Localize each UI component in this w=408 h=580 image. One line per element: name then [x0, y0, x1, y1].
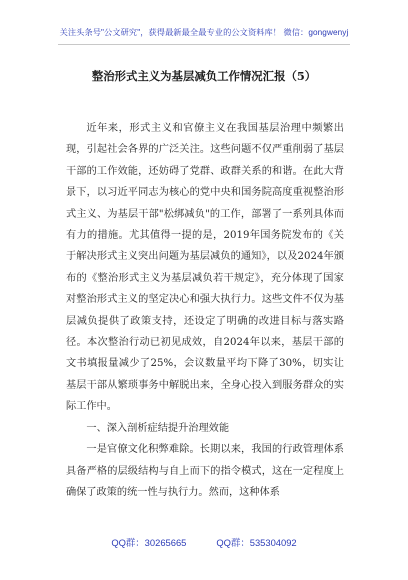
footer-qq-group-1: QQ群：30265665 — [111, 537, 187, 548]
document-title: 整治形式主义为基层减负工作情况汇报（5） — [91, 69, 317, 83]
header-divider — [58, 44, 350, 45]
body-paragraph-intro: 近年来，形式主义和官僚主义在我国基层治理中频繁出现，引起社会各界的广泛关注。这些问题不仅严重削弱了基层干部的工作效能，还妨碍了党群、政群关系的和谐。在此大背景下，以习近平同志为核心的党中央和国务院高度重视整治形式主义、为基层干部"松绑减负"的工作，部署了一系列具体而有力的措施。尤其值得一提的是，2019年国务院发布的《关于解决形式主义突出问题为基层减负的通知》，以及2024年颁布的《整治形式主义为基层减负若干规定》，充分体现了国家对整治形式主义的坚定决心和强大执行力。这些文件不仅为基层减负提供了政策支持，还设定了明确的改进目标与落实路径。本次整治行动已初见成效，自2024年以来，基层干部的文书填报量减少了25%，会议数量平均下降了30%，切实让基层干部从繁琐事务中解脱出来，全身心投入到服务群众的实际工作中。 — [66, 123, 344, 413]
body-paragraph: 一是官僚文化积弊难除。长期以来，我国的行政管理体系具备严格的层级结构与自上而下的指令模式，这在一定程度上确保了政策的统一性与执行力。然而，这种体系 — [66, 444, 344, 498]
header-banner: 关注头条号"公文研究"，获得最新最全最专业的公文资料库！ 微信：gongwenyj — [59, 28, 349, 37]
section-heading: 一、深入剖析症结提升治理效能 — [86, 422, 230, 434]
footer — [0, 535, 408, 549]
footer-qq-group-2: QQ群：535304092 — [216, 537, 297, 548]
document-body — [66, 118, 344, 503]
